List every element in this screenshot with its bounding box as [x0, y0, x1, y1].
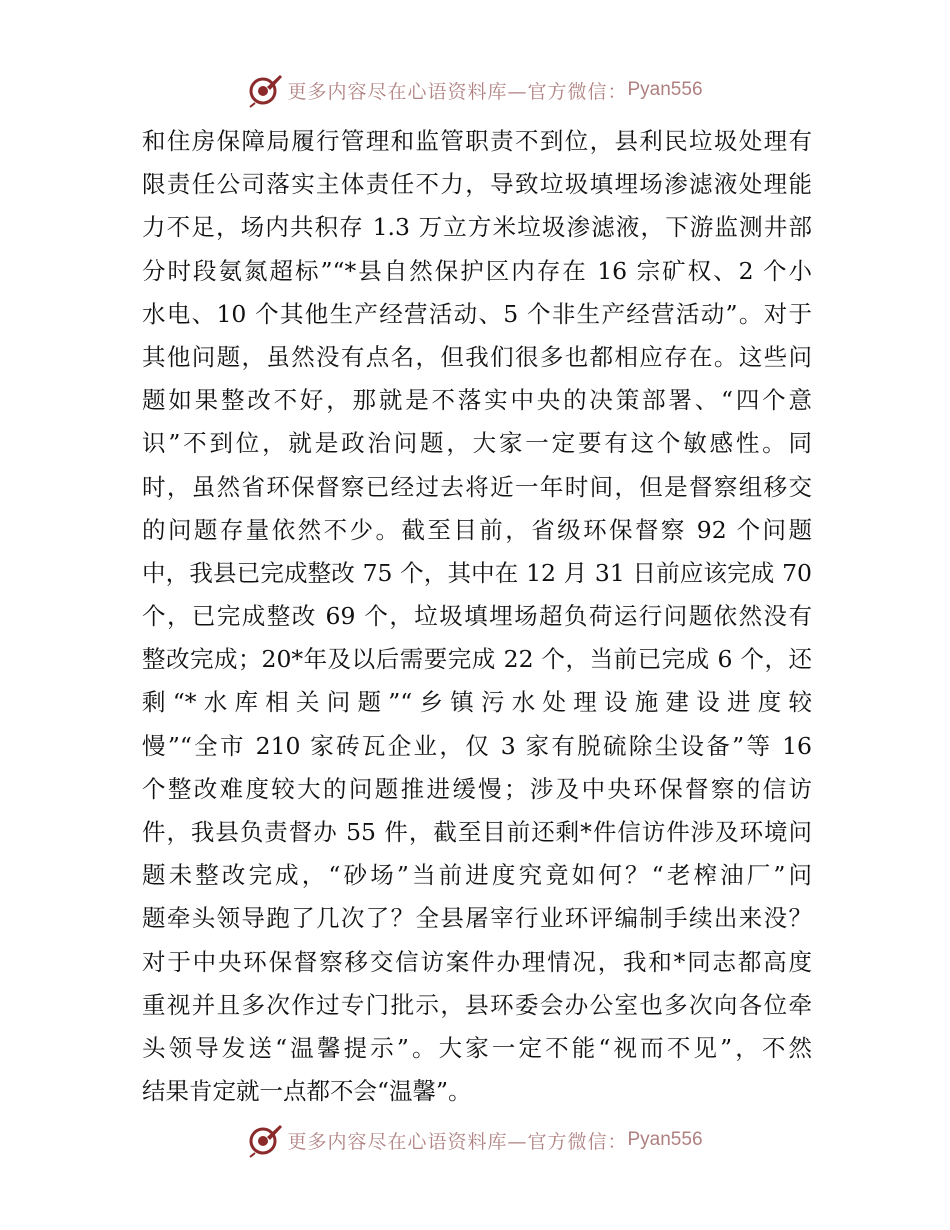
- text-line-last: 结果肯定就一点都不会“温馨”。: [142, 1077, 472, 1106]
- text-line: 整改完成；20*年及以后需要完成 22 个，当前已完成 6 个，还: [142, 645, 812, 674]
- text-line: 件，我县负责督办 55 件，截至目前还剩*件信访件涉及环境问: [142, 818, 812, 846]
- text-line: 头领导发送“温馨提示”。大家一定不能“视而不见”，不然: [142, 1033, 812, 1062]
- pen-logo-icon: [247, 1122, 283, 1158]
- watermark-wechat-id: Pyan556: [627, 1129, 703, 1150]
- text-line: 力不足，场内共积存 1.3 万立方米垃圾渗滤液，下游监测井部: [142, 213, 812, 242]
- text-line: 时，虽然省环保督察已经过去将近一年时间，但是督察组移交: [142, 472, 812, 501]
- watermark-header: [0, 70, 950, 110]
- text-line: 限责任公司落实主体责任不力，导致垃圾填埋场渗滤液处理能: [142, 170, 812, 199]
- document-body: [142, 120, 812, 1113]
- text-line: 的问题存量依然不少。截至目前，省级环保督察 92 个问题: [142, 515, 812, 544]
- text-line: 题未整改完成，“砂场”当前进度究竟如何？“老榨油厂”问: [142, 861, 812, 890]
- pen-logo-icon: [247, 72, 283, 108]
- text-line: 个整改难度较大的问题推进缓慢；涉及中央环保督察的信访: [142, 774, 812, 803]
- text-line: 识”不到位，就是政治问题，大家一定要有这个敏感性。同: [142, 429, 812, 458]
- text-line: 其他问题，虽然没有点名，但我们很多也都相应存在。这些问: [142, 342, 812, 371]
- watermark-text: 更多内容尽在心语资料库—官方微信：: [287, 1130, 628, 1153]
- text-line: 重视并且多次作过专门批示，县环委会办公室也多次向各位牵: [142, 990, 812, 1019]
- text-line: 和住房保障局履行管理和监管职责不到位，县利民垃圾处理有: [142, 127, 812, 155]
- text-line: 中，我县已完成整改 75 个，其中在 12 月 31 日前应该完成 70: [142, 558, 812, 587]
- text-line: 对于中央环保督察移交信访案件办理情况，我和*同志都高度: [142, 947, 812, 976]
- text-line: 分时段氨氮超标”“*县自然保护区内存在 16 宗矿权、2 个小: [142, 256, 812, 285]
- text-line: 慢”“全市 210 家砖瓦企业，仅 3 家有脱硫除尘设备”等 16: [142, 731, 812, 760]
- text-line: 题牵头领导跑了几次了？全县屠宰行业环评编制手续出来没？: [142, 904, 812, 933]
- text-line: 题如果整改不好，那就是不落实中央的决策部署、“四个意: [142, 386, 812, 415]
- text-line: 个，已完成整改 69 个，垃圾填埋场超负荷运行问题依然没有: [142, 602, 812, 631]
- watermark-wechat-id: Pyan556: [627, 79, 703, 100]
- watermark-text: 更多内容尽在心语资料库—官方微信：: [287, 80, 628, 103]
- watermark-footer: [0, 1120, 950, 1160]
- text-line: 剩“*水库相关问题”“乡镇污水处理设施建设进度较: [142, 688, 812, 717]
- text-line: 水电、10 个其他生产经营活动、5 个非生产经营活动”。对于: [142, 299, 812, 328]
